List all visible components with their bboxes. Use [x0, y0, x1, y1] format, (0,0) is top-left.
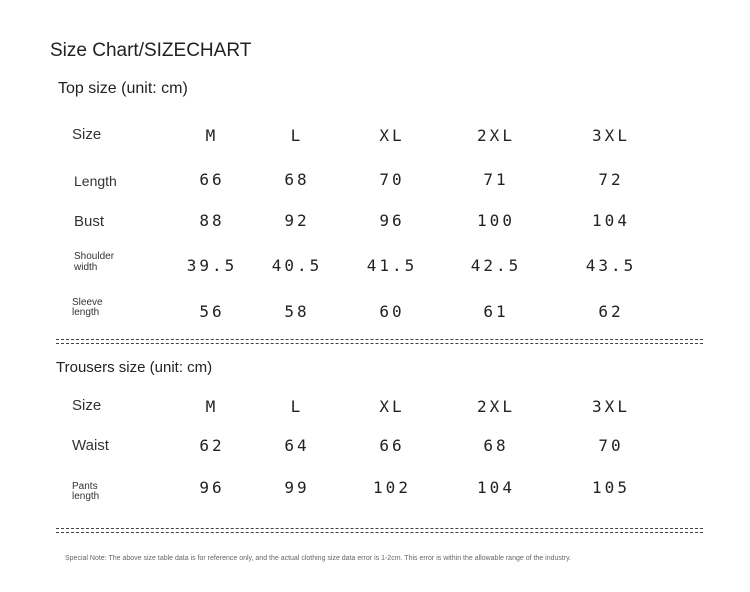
table-cell: 40.5 — [271, 256, 323, 275]
table-cell: 62 — [598, 302, 624, 321]
section-divider — [56, 339, 703, 344]
trousers-header-m: M — [205, 397, 219, 416]
top-header-3xl: 3XL — [592, 126, 630, 145]
row-label: Pants — [72, 481, 98, 492]
table-cell: 96 — [199, 478, 225, 497]
trousers-header-row — [0, 397, 750, 427]
table-cell: 66 — [379, 436, 405, 455]
trousers-row-pants-length — [0, 478, 750, 508]
table-cell: 88 — [199, 211, 225, 230]
top-header-xl: XL — [379, 126, 405, 145]
page-title: Size Chart/SIZECHART — [50, 40, 252, 61]
top-header-label: Size — [72, 126, 102, 143]
row-label: Shoulder — [74, 251, 115, 262]
trousers-header-label: Size — [72, 397, 102, 414]
row-label: width — [74, 262, 98, 273]
table-cell: 61 — [483, 302, 509, 321]
top-header-2xl: 2XL — [477, 126, 515, 145]
table-cell: 42.5 — [470, 256, 522, 275]
table-cell: 92 — [284, 211, 310, 230]
table-cell: 43.5 — [585, 256, 637, 275]
table-cell: 41.5 — [366, 256, 418, 275]
table-cell: 105 — [592, 478, 630, 497]
row-label: length — [72, 491, 100, 502]
table-cell: 60 — [379, 302, 405, 321]
row-label: Length — [74, 173, 117, 189]
trousers-header-2xl: 2XL — [477, 397, 515, 416]
table-cell: 100 — [477, 211, 515, 230]
trousers-row-waist — [0, 436, 750, 466]
table-cell: 64 — [284, 436, 310, 455]
table-cell: 102 — [373, 478, 411, 497]
table-cell: 99 — [284, 478, 310, 497]
table-cell: 104 — [477, 478, 515, 497]
top-row-bust — [0, 211, 750, 241]
top-header-l: L — [290, 126, 304, 145]
table-cell: 71 — [483, 170, 509, 189]
row-label: Bust — [74, 213, 105, 230]
table-cell: 104 — [592, 211, 630, 230]
row-label: Sleeve — [72, 297, 103, 308]
top-row-length — [0, 170, 750, 200]
table-cell: 58 — [284, 302, 310, 321]
table-cell: 70 — [379, 170, 405, 189]
table-cell: 68 — [284, 170, 310, 189]
top-size-title: Top size (unit: cm) — [58, 80, 188, 97]
trousers-header-3xl: 3XL — [592, 397, 630, 416]
trousers-header-xl: XL — [379, 397, 405, 416]
table-cell: 66 — [199, 170, 225, 189]
trousers-header-l: L — [290, 397, 304, 416]
table-cell: 70 — [598, 436, 624, 455]
table-cell: 56 — [199, 302, 225, 321]
trousers-size-title: Trousers size (unit: cm) — [56, 359, 213, 376]
top-row-sleeve — [0, 297, 750, 332]
section-divider — [56, 528, 703, 533]
row-label: length — [72, 307, 100, 318]
top-header-row — [0, 126, 750, 156]
row-label: Waist — [72, 437, 109, 454]
special-note: Special Note: The above size table data is for reference only, and the actual clothing size data error is 1-2cm. This error is within the allowable range of the industry. — [65, 555, 572, 562]
table-cell: 96 — [379, 211, 405, 230]
table-cell: 72 — [598, 170, 624, 189]
table-cell: 39.5 — [186, 256, 238, 275]
table-cell: 62 — [199, 436, 225, 455]
table-cell: 68 — [483, 436, 509, 455]
top-row-shoulder — [0, 251, 750, 286]
top-header-m: M — [205, 126, 219, 145]
